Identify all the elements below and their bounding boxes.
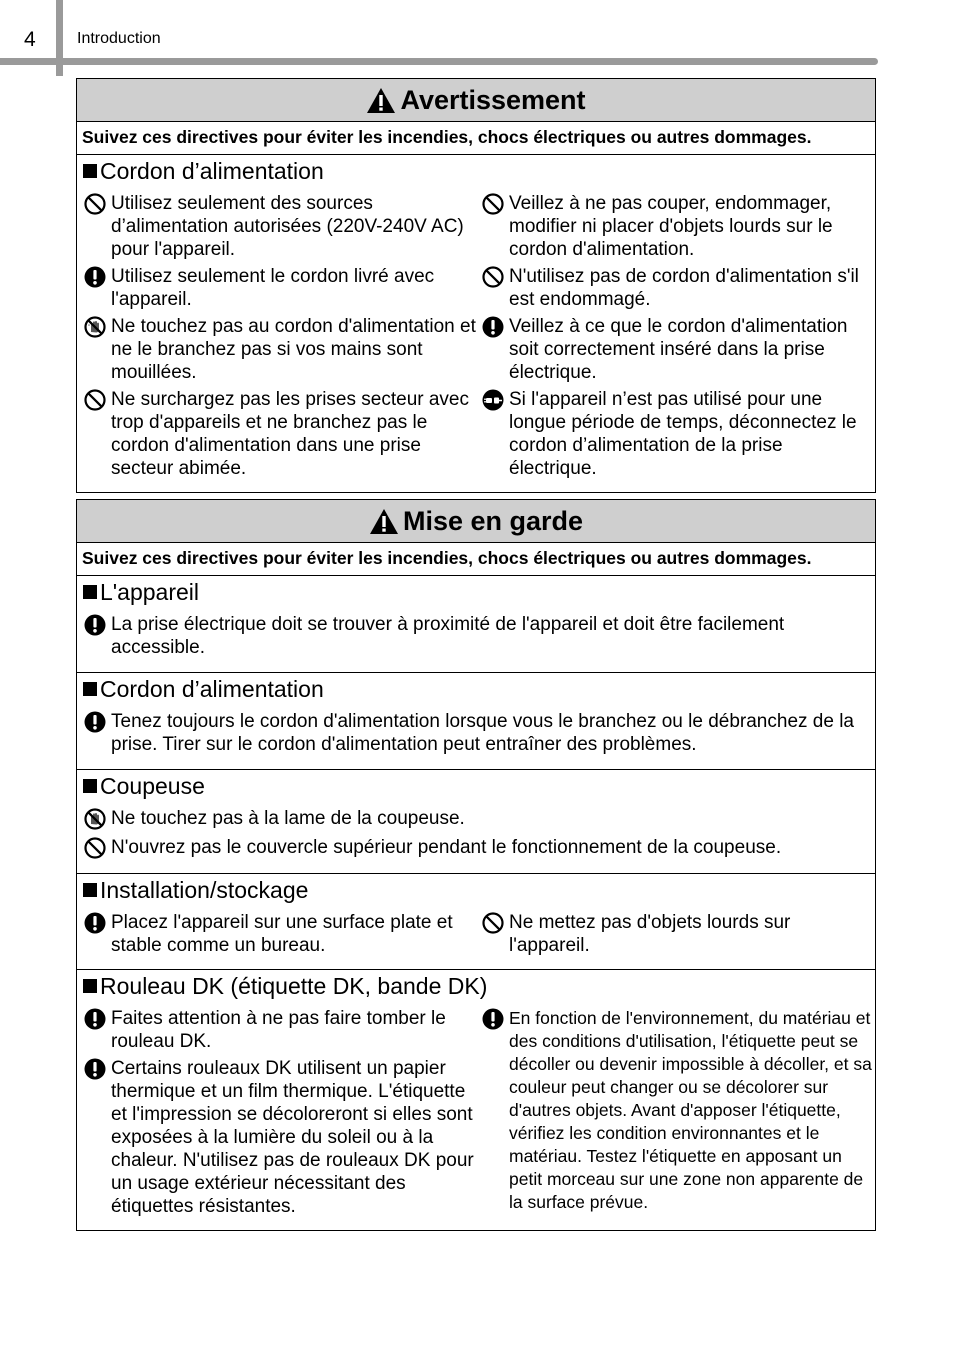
item-text: Si l'appareil n’est pas utilisé pour une longue période de temps, déconnectez le cordon d’alimentation de la prise électrique. [509, 389, 857, 479]
prohibition-icon [481, 265, 505, 289]
item-text: La prise électrique doit se trouver à proximité de l'appareil et doit être facilement accessible. [111, 614, 785, 658]
warning-triangle-icon [366, 87, 396, 114]
mandatory-icon [83, 613, 107, 637]
warning-cord-title: Cordon d’alimentation [77, 156, 875, 192]
prohibition-icon [481, 192, 505, 216]
item-text: Veillez à ne pas couper, endommager, modifier ni placer d'objets lourds sur le cordon d'alimentation. [509, 193, 833, 260]
item-text: Placez l'appareil sur une surface plate et stable comme un bureau. [111, 912, 453, 956]
warning-cord-section [77, 155, 875, 492]
square-bullet-icon [83, 682, 97, 696]
caution-roll-left-column [77, 1007, 476, 1222]
caution-header [77, 500, 875, 543]
mandatory-icon [481, 315, 505, 339]
list-item [83, 807, 875, 831]
mandatory-icon [481, 1007, 505, 1031]
caution-cutter-section [77, 770, 875, 874]
item-text: N'ouvrez pas le couvercle supérieur pendant le fonctionnement de la coupeuse. [111, 837, 782, 858]
square-bullet-icon [83, 779, 97, 793]
list-item [83, 613, 875, 659]
mandatory-icon [83, 710, 107, 734]
item-text: Veillez à ce que le cordon d'alimentation soit correctement inséré dans la prise électrique. [509, 316, 848, 383]
warning-cord-right-column [476, 192, 875, 484]
square-bullet-icon [83, 585, 97, 599]
caution-device-section [77, 576, 875, 673]
caution-install-section [77, 874, 875, 970]
square-bullet-icon [83, 164, 97, 178]
caution-cord-list [77, 710, 875, 756]
item-text: Faites attention à ne pas faire tomber le rouleau DK. [111, 1008, 446, 1052]
warning-triangle-icon [369, 508, 399, 535]
caution-title: Mise en garde [402, 505, 584, 536]
warning-title: Avertissement [400, 84, 586, 115]
prohibition-icon [83, 388, 107, 412]
page-number: 4 [24, 28, 36, 51]
item-text: Ne mettez pas d'objets lourds sur l'appareil. [509, 912, 791, 956]
prohibition-icon [481, 911, 505, 935]
caution-install-left-column [77, 911, 476, 961]
caution-directive: Suivez ces directives pour éviter les incendies, chocs électriques ou autres dommages. [77, 543, 875, 576]
list-item [83, 1007, 476, 1053]
square-bullet-icon [83, 883, 97, 897]
warning-box [76, 78, 876, 493]
caution-device-list [77, 613, 875, 659]
warning-header [77, 79, 875, 122]
list-item [83, 265, 476, 311]
item-text: Ne touchez pas au cordon d'alimentation et ne le branchez pas si vos mains sont mouillées. [111, 316, 476, 383]
no-touch-icon [83, 807, 107, 831]
no-wet-hands-icon [83, 315, 107, 339]
item-text: Utilisez seulement le cordon livré avec l'appareil. [111, 266, 435, 310]
item-text: Utilisez seulement des sources d’alimentation autorisées (220V-240V AC) pour l'appareil. [111, 193, 464, 260]
list-item [83, 836, 875, 860]
caution-box [76, 499, 876, 1231]
list-item [481, 265, 875, 311]
caution-roll-section [77, 970, 875, 1230]
list-item [481, 388, 875, 480]
caution-cutter-title: Coupeuse [77, 771, 875, 807]
item-text: En fonction de l'environnement, du matériau et des conditions d'utilisation, l'étiquette peut se décoller ou devenir impossible à décoller, et sa couleur peut changer ou se décolorer sur d'autres objets. Avant d'apposer l'étiquette, vérifiez les condition environnantes et le matériau. Testez l'étiquette en apposant un petit morceau sur une zone non apparente de la surface prévue. [509, 1008, 872, 1212]
caution-install-title: Installation/stockage [77, 875, 875, 911]
mandatory-icon [83, 1007, 107, 1031]
item-text: Certains rouleaux DK utilisent un papier thermique et un film thermique. L'étiquette et l'impression se décoloreront si elles sont exposées à la lumière du soleil ou à la chaleur. N'utilisez pas de rouleaux DK pour un usage extérieur nécessitant des étiquettes résistantes. [111, 1058, 474, 1217]
item-text: Ne surchargez pas les prises secteur avec trop d'appareils et ne branchez pas le cordon d'alimentation dans une prise secteur abimée. [111, 389, 469, 479]
list-item [83, 710, 875, 756]
caution-cord-section [77, 673, 875, 770]
caution-install-right-column [476, 911, 875, 961]
list-item [83, 1057, 476, 1218]
unplug-icon [481, 388, 505, 412]
section-label: Introduction [77, 30, 161, 47]
mandatory-icon [83, 911, 107, 935]
warning-cord-left-column [77, 192, 476, 484]
caution-roll-right-column [476, 1007, 875, 1222]
header-divider-horizontal [0, 58, 878, 65]
square-bullet-icon [83, 979, 97, 993]
item-text: Tenez toujours le cordon d'alimentation lorsque vous le branchez ou le débranchez de la prise. Tirer sur le cordon d'alimentation peut entraîner des problèmes. [111, 711, 854, 755]
caution-device-title: L'appareil [77, 577, 875, 613]
list-item [83, 388, 476, 480]
prohibition-icon [83, 836, 107, 860]
list-item [83, 192, 476, 261]
caution-cutter-list [77, 807, 875, 860]
item-text: Ne touchez pas à la lame de la coupeuse. [111, 808, 465, 829]
item-text: N'utilisez pas de cordon d'alimentation s'il est endommagé. [509, 266, 859, 310]
caution-cord-title: Cordon d’alimentation [77, 674, 875, 710]
caution-roll-title: Rouleau DK (étiquette DK, bande DK) [77, 971, 875, 1007]
list-item [83, 911, 476, 957]
list-item [481, 1007, 875, 1214]
warning-directive: Suivez ces directives pour éviter les incendies, chocs électriques ou autres dommages. [77, 122, 875, 155]
list-item [481, 315, 875, 384]
list-item [481, 911, 875, 957]
list-item [83, 315, 476, 384]
mandatory-icon [83, 1057, 107, 1081]
mandatory-icon [83, 265, 107, 289]
prohibition-icon [83, 192, 107, 216]
list-item [481, 192, 875, 261]
